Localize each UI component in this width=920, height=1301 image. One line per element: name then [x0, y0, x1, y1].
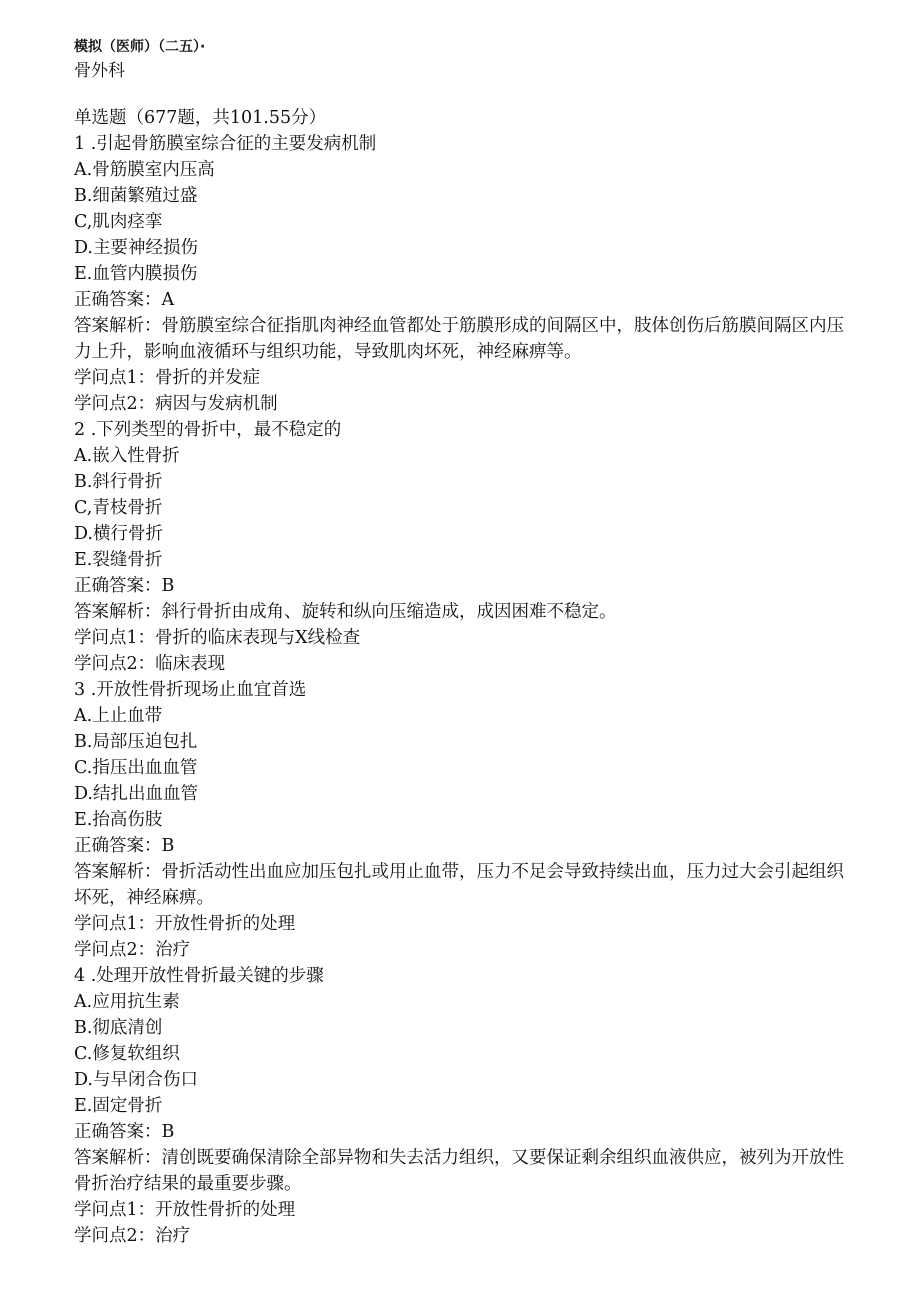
- correct-answer: 正确答案：A: [74, 290, 175, 310]
- option-e: E.固定骨折: [74, 1096, 163, 1116]
- option-e: E.抬高伤肢: [74, 810, 163, 830]
- knowledge-point-1: 学问点1：开放性骨折的处理: [74, 1200, 296, 1220]
- option-b: B.细菌繁殖过盛: [74, 186, 198, 206]
- spacer: [74, 84, 854, 105]
- question-stem: 4 .处理开放性骨折最关键的步骤: [74, 966, 324, 986]
- knowledge-point-2: 学问点2：治疗: [74, 1226, 191, 1246]
- question-stem: 2 .下列类型的骨折中，最不稳定的: [74, 420, 342, 440]
- question-block: [74, 417, 854, 677]
- question-block: [74, 131, 854, 417]
- option-e: E.血管内膜损伤: [74, 264, 198, 284]
- section-title: 单选题（677题，共101.55分）: [74, 108, 327, 128]
- option-d: D.横行骨折: [74, 524, 163, 544]
- correct-answer: 正确答案：B: [74, 1122, 175, 1142]
- knowledge-point-2: 学问点2：病因与发病机制: [74, 394, 278, 414]
- option-d: D.主要神经损伤: [74, 238, 198, 258]
- option-b: B.局部压迫包扎: [74, 732, 198, 752]
- knowledge-point-1: 学问点1：开放性骨折的处理: [74, 914, 296, 934]
- option-e: E.裂缝骨折: [74, 550, 163, 570]
- option-a: A.上止血带: [74, 706, 163, 726]
- subject-title: 骨外科: [74, 61, 125, 81]
- option-c: C,肌肉痉挛: [74, 212, 163, 232]
- question-block: [74, 677, 854, 963]
- option-d: D.与早闭合伤口: [74, 1070, 198, 1090]
- option-a: A.骨筋膜室内压高: [74, 160, 215, 180]
- option-d: D.结扎出血血管: [74, 784, 198, 804]
- answer-analysis: 答案解析：骨筋膜室综合征指肌肉神经血管都处于筋膜形成的间隔区中，肢体创伤后筋膜间隔区内压力上升，影响血液循环与组织功能，导致肌肉坏死，神经麻痹等。: [74, 316, 844, 362]
- correct-answer: 正确答案：B: [74, 576, 175, 596]
- option-b: B.彻底清创: [74, 1018, 163, 1038]
- option-c: C.修复软组织: [74, 1044, 180, 1064]
- question-block: [74, 963, 854, 1249]
- answer-analysis: 答案解析：清创既要确保清除全部异物和失去活力组织，又要保证剩余组织血液供应，被列为开放性骨折治疗结果的最重要步骤。: [74, 1148, 844, 1194]
- option-b: B.斜行骨折: [74, 472, 163, 492]
- knowledge-point-1: 学问点1：骨折的临床表现与X线检查: [74, 628, 361, 648]
- correct-answer: 正确答案：B: [74, 836, 175, 856]
- knowledge-point-1: 学问点1：骨折的并发症: [74, 368, 261, 388]
- question-stem: 3 .开放性骨折现场止血宜首选: [74, 680, 307, 700]
- exam-title: 模拟（医师）（二五）·: [74, 39, 206, 55]
- answer-analysis: 答案解析：斜行骨折由成角、旋转和纵向压缩造成，成因困难不稳定。: [74, 602, 617, 622]
- option-a: A.应用抗生素: [74, 992, 180, 1012]
- answer-analysis: 答案解析：骨折活动性出血应加压包扎或用止血带，压力不足会导致持续出血，压力过大会引起组织坏死，神经麻痹。: [74, 862, 844, 908]
- document-page: [74, 36, 854, 1249]
- option-c: C,青枝骨折: [74, 498, 163, 518]
- option-c: C.指压出血血管: [74, 758, 198, 778]
- knowledge-point-2: 学问点2：治疗: [74, 940, 191, 960]
- question-stem: 1 .引起骨筋膜室综合征的主要发病机制: [74, 134, 377, 154]
- option-a: A.嵌入性骨折: [74, 446, 180, 466]
- knowledge-point-2: 学问点2：临床表现: [74, 654, 226, 674]
